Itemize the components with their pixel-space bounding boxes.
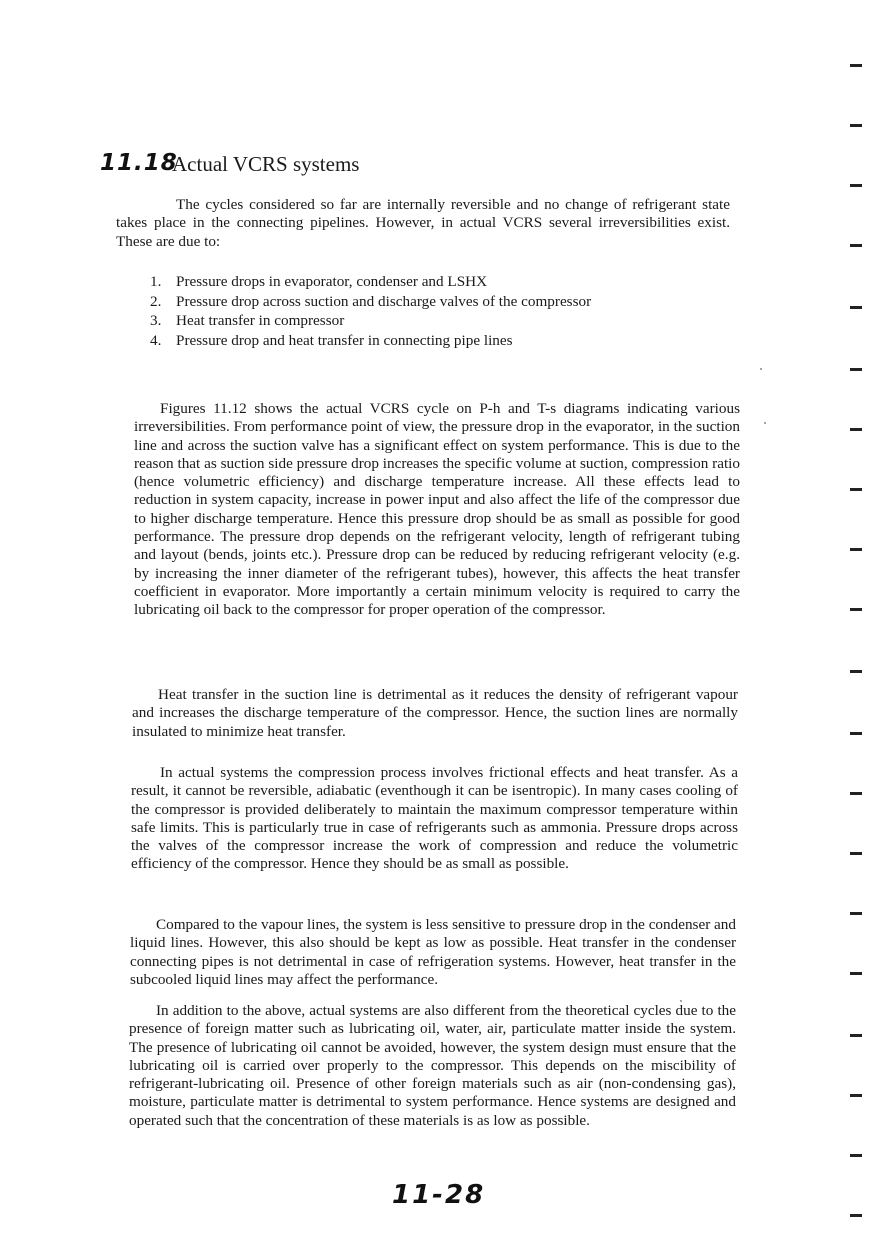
scan-edge-mark (850, 368, 862, 371)
scan-edge-mark (850, 732, 862, 735)
scan-edge-mark (850, 670, 862, 673)
scan-edge-mark (850, 972, 862, 975)
page-number: 11-28 (392, 1180, 486, 1210)
scan-edge-mark (850, 306, 862, 309)
list-item (150, 311, 710, 331)
paragraph-condenser-lines: Compared to the vapour lines, the system is less sensitive to pressure drop in the condenser and liquid lines. However, this also should be kept as low as possible. Heat transfer in the condenser connecting pipes is not detrimental in case of refrigeration systems. However, heat transfer in the subcooled liquid lines may affect the performance. (130, 916, 736, 988)
list-item-text: Heat transfer in compressor (176, 312, 345, 330)
scan-speck (760, 368, 762, 370)
list-item-text: Pressure drops in evaporator, condenser and LSHX (176, 273, 488, 290)
section-title: Actual VCRS systems (172, 152, 360, 176)
scan-edge-mark (850, 184, 862, 187)
scan-edge-mark (850, 792, 862, 795)
scan-edge-mark (850, 1034, 862, 1037)
section-heading (100, 150, 740, 180)
list-item (150, 272, 710, 292)
scan-edge-mark (850, 1214, 862, 1217)
irreversibility-list (150, 272, 710, 350)
paragraph-foreign-matter: In addition to the above, actual systems are also different from the theoretical cycles due to the presence of foreign matter such as lubricating oil, water, air, particulate matter inside the system. The presence of lubricating oil cannot be avoided, however, the system design must ensure that the lubricating oil is carried over properly to the compressor. This depends on the miscibility of refrigerant-lubricating oil. Presence of other foreign materials such as air (non-condensing gas), moisture, particulate matter is detrimental to system performance. Hence systems are designed and operated such that the concentration of these materials is as low as possible. (129, 1002, 736, 1129)
list-item (150, 331, 710, 351)
list-item-number: 2. (150, 292, 162, 310)
scan-edge-mark (850, 1094, 862, 1097)
list-item-number: 3. (150, 312, 162, 330)
list-item (150, 292, 710, 312)
scan-edge-mark (850, 912, 862, 915)
scan-speck (764, 422, 766, 424)
scan-speck (680, 1000, 682, 1002)
scan-edge-mark (850, 64, 862, 67)
scan-edge-mark (850, 244, 862, 247)
paragraph-suction-heat-transfer: Heat transfer in the suction line is detrimental as it reduces the density of refrigerant vapour and increases the discharge temperature of the compressor. Hence, the suction lines are normally insulated to minimize heat transfer. (132, 686, 738, 740)
paragraph-pressure-drop: Figures 11.12 shows the actual VCRS cycle on P-h and T-s diagrams indicating various irreversibilities. From performance point of view, the pressure drop in the evaporator, in the suction line and across the suction valve has a significant effect on system performance. This is due to the reason that as suction side pressure drop increases the specific volume at suction, compression ratio (hence volumetric efficiency) and discharge temperature increase. All these effects lead to reduction in system capacity, increase in power input and also affect the life of the compressor due to higher discharge temperature. Hence this pressure drop should be as small as possible for good performance. The pressure drop depends on the refrigerant velocity, length of refrigerant tubing and layout (bends, joints etc.). Pressure drop can be reduced by reducing refrigerant velocity (e.g. by increasing the inner diameter of the refrigerant tubes), however, this affects the heat transfer coefficient in evaporator. More importantly a certain minimum velocity is required to carry the lubricating oil back to the compressor for proper operation of the compressor. (134, 400, 740, 619)
scan-edge-mark (850, 608, 862, 611)
intro-paragraph: The cycles considered so far are internally reversible and no change of refrigerant state takes place in the connecting pipelines. However, in actual VCRS several irreversibilities exist. These are due to: (116, 196, 730, 250)
section-number: 11.18 (100, 150, 178, 176)
scan-edge-mark (850, 124, 862, 127)
scan-edge-mark (850, 1154, 862, 1157)
scan-edge-mark (850, 548, 862, 551)
list-item-text: Pressure drop across suction and discharge valves of the compressor (176, 292, 592, 310)
paragraph-compression-process: In actual systems the compression process involves frictional effects and heat transfer. As a result, it cannot be reversible, adiabatic (eventhough it can be isentropic). In many cases cooling of the compressor is provided deliberately to maintain the maximum compressor temperature within safe limits. This is particularly true in case of refrigerants such as ammonia. Pressure drops across the valves of the compressor increase the work of compression and reduce the volumetric efficiency of the compressor. Hence they should be as small as possible. (131, 764, 738, 873)
scan-edge-mark (850, 428, 862, 431)
list-item-number: 4. (150, 331, 162, 349)
list-item-number: 1. (150, 273, 162, 290)
scan-edge-mark (850, 852, 862, 855)
list-item-text: Pressure drop and heat transfer in connecting pipe lines (176, 331, 513, 349)
scan-edge-mark (850, 488, 862, 491)
